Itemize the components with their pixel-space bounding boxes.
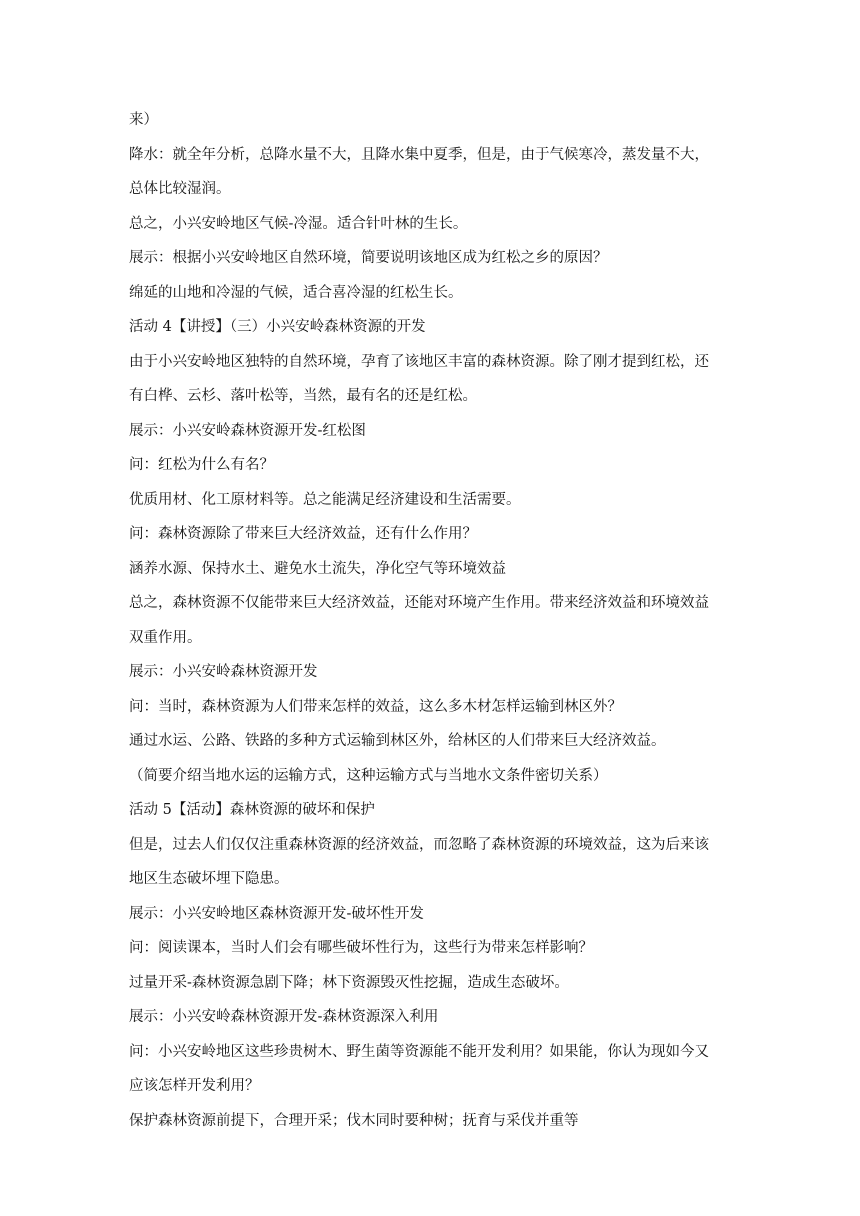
- text-line: 总之，森林资源不仅能带来巨大经济效益，还能对环境产生作用。带来经济效益和环境效益: [129, 595, 709, 611]
- text-line: 问：阅读课本，当时人们会有哪些破坏性行为，这些行为带来怎样影响？: [129, 940, 593, 956]
- text-line: 双重作用。: [129, 629, 202, 646]
- text-line: 问：小兴安岭地区这些珍贵树木、野生菌等资源能不能开发利用？如果能，你认为现如今又: [129, 1043, 709, 1060]
- text-line: 问：红松为什么有名？: [129, 457, 274, 473]
- text-line: 展示：小兴安岭森林资源开发-森林资源深入利用: [129, 1009, 439, 1025]
- text-line: 应该怎样开发利用？: [129, 1078, 260, 1094]
- section-heading: 活动 5【活动】森林资源的破坏和保护: [129, 802, 375, 818]
- document-page: [129, 103, 749, 1138]
- text-line: （简要介绍当地水运的运输方式，这种运输方式与当地水文条件密切关系）: [129, 767, 608, 784]
- text-line: 由于小兴安岭地区独特的自然环境，孕育了该地区丰富的森林资源。除了刚才提到红松，还: [129, 353, 709, 370]
- text-line: 优质用材、化工原材料等。总之能满足经济建设和生活需要。: [129, 491, 521, 508]
- text-line: 有白桦、云杉、落叶松等，当然，最有名的还是红松。: [129, 388, 477, 404]
- text-line: 通过水运、公路、铁路的多种方式运输到林区外，给林区的人们带来巨大经济效益。: [129, 733, 666, 749]
- text-line: 展示：小兴安岭森林资源开发: [129, 664, 318, 680]
- text-line: 过量开采-森林资源急剧下降；林下资源毁灭性挖掘，造成生态破坏。: [129, 974, 569, 991]
- text-line: 来）: [129, 112, 158, 128]
- text-line: 展示：根据小兴安岭地区自然环境，简要说明该地区成为红松之乡的原因？: [129, 250, 608, 266]
- text-line: 问：当时，森林资源为人们带来怎样的效益，这么多木材怎样运输到林区外？: [129, 698, 622, 715]
- text-line: 总体比较湿润。: [129, 181, 231, 197]
- text-line: 涵养水源、保持水土、避免水土流失，净化空气等环境效益: [129, 560, 506, 577]
- text-line: 展示：小兴安岭森林资源开发-红松图: [129, 422, 366, 439]
- text-line: 但是，过去人们仅仅注重森林资源的经济效益，而忽略了森林资源的环境效益，这为后来该: [129, 836, 709, 853]
- text-line: 降水：就全年分析，总降水量不大，且降水集中夏季，但是，由于气候寒冷，蒸发量不大，: [129, 146, 709, 163]
- text-line: 保护森林资源前提下，合理开采；伐木同时要种树；抚育与采伐并重等: [129, 1112, 579, 1129]
- text-line: 绵延的山地和冷湿的气候，适合喜冷湿的红松生长。: [129, 284, 463, 301]
- text-line: 展示：小兴安岭地区森林资源开发-破坏性开发: [129, 905, 424, 922]
- text-line: 问：森林资源除了带来巨大经济效益，还有什么作用？: [129, 526, 477, 542]
- text-line: 地区生态破坏埋下隐患。: [129, 871, 289, 887]
- section-heading: 活动 4【讲授】（三）小兴安岭森林资源的开发: [129, 319, 426, 335]
- text-line: 总之，小兴安岭地区气候-冷湿。适合针叶林的生长。: [129, 215, 468, 232]
